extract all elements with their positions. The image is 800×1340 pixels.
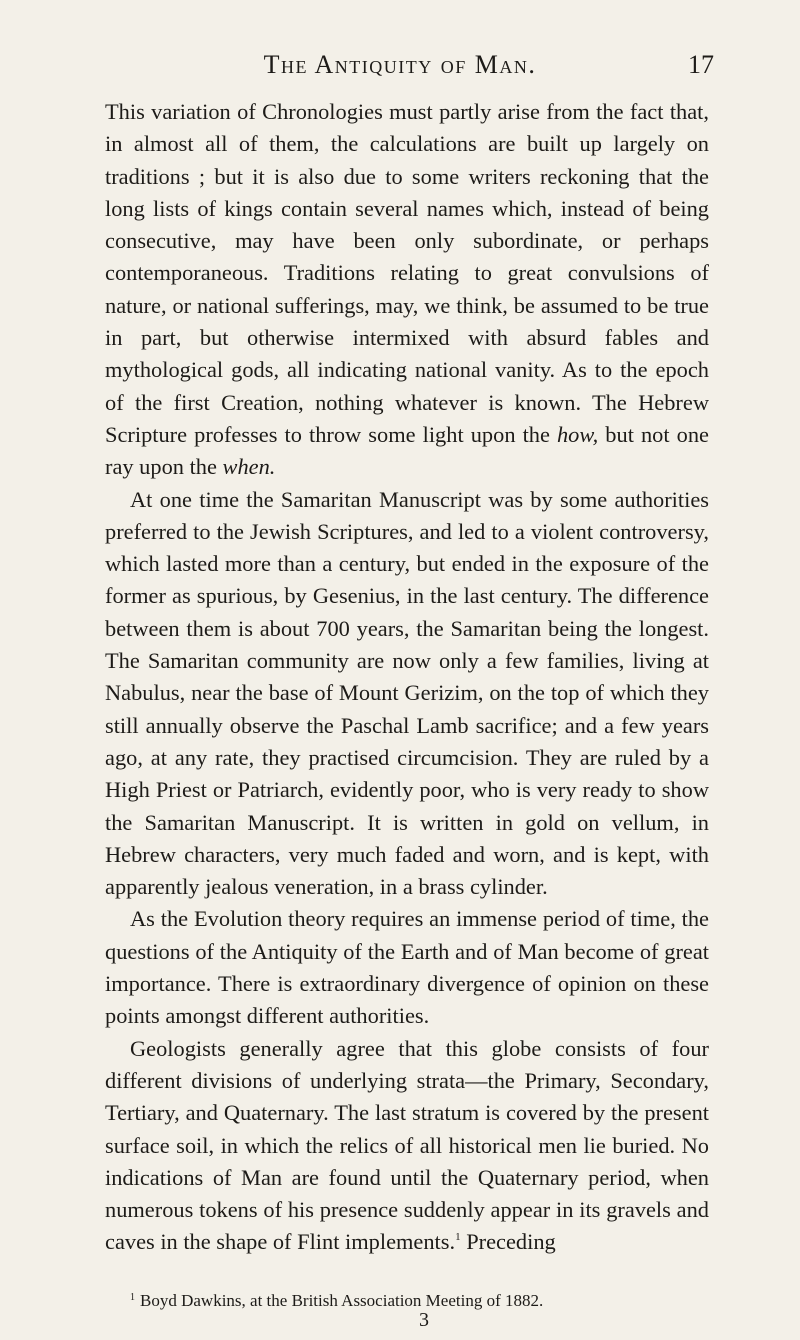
footnote bbox=[130, 1288, 710, 1311]
italic-how: how, bbox=[556, 421, 599, 447]
footnote-reference: 1 bbox=[455, 1231, 461, 1244]
running-title: The Antiquity of Man. bbox=[263, 50, 537, 79]
paragraph-text: This variation of Chronologies must partly arise from the fact that, in almost all of them, the calculations are built up largely on traditions ; but it is also due to some writers reckoning that the long lists of kings contain several names which, instead of being consecutive, may have been only subordinate, or perhaps contemporaneous. Traditions relating to great convulsions of nature, or national sufferings, may, we think, be assumed to be true in part, but otherwise intermixed with absurd fables and mythological gods, all indicating national vanity. As to the epoch of the first Creation, nothing whatever is known. The Hebrew Scripture professes to throw some light upon the bbox=[105, 99, 709, 447]
paragraph-text: Geologists generally agree that this globe consists of four different divisions of underlying strata—the Primary, Secondary, Tertiary, and Quaternary. The last stratum is covered by the present surface soil, in which the relics of all historical men lie buried. No indications of Man are found until the Quaternary period, when numerous tokens of his presence suddenly appear in its gravels and caves in the shape of Flint implements. bbox=[105, 1035, 709, 1255]
signature-mark bbox=[0, 1309, 800, 1332]
footnote-text: Boyd Dawkins, at the British Association Meeting of 1882. bbox=[140, 1291, 544, 1310]
paragraph-evolution: As the Evolution theory requires an immense period of time, the questions of the Antiquity of the Earth and of Man become of great importance. There is extraordinary divergence of opinion on these points amongst different authorities. bbox=[105, 906, 709, 1029]
paragraph-text: but not one ray upon the bbox=[105, 421, 709, 480]
signature-number: 3 bbox=[419, 1309, 429, 1331]
paragraph-samaritan: At one time the Samaritan Manuscript was by some authorities preferred to the Jewish Scriptures, and led to a violent controversy, which lasted more than a century, but ended in the exposure of the former as spurious, by Gesenius, in the last century. The difference between them is about 700 years, the Samaritan being the longest. The Samaritan community are now only a few families, living at Nabulus, near the base of Mount Gerizim, on the top of which they still annually observe the Paschal Lamb sacrifice; and a few years ago, at any rate, they practised circumcision. They are ruled by a High Priest or Patriarch, evidently poor, who is very ready to show the Samaritan Manuscript. It is written in gold on vellum, in Hebrew characters, very much faded and worn, and is kept, with apparently jealous veneration, in a brass cylinder. bbox=[105, 486, 709, 900]
running-header bbox=[0, 46, 800, 80]
italic-when: when. bbox=[222, 454, 276, 480]
page-number: 17 bbox=[688, 50, 714, 79]
body-text bbox=[105, 96, 709, 1259]
paragraph-chronologies bbox=[105, 96, 709, 484]
footnote-mark: 1 bbox=[130, 1292, 135, 1303]
paragraph-geologists bbox=[105, 1033, 709, 1259]
paragraph-text: Preceding bbox=[460, 1229, 556, 1255]
